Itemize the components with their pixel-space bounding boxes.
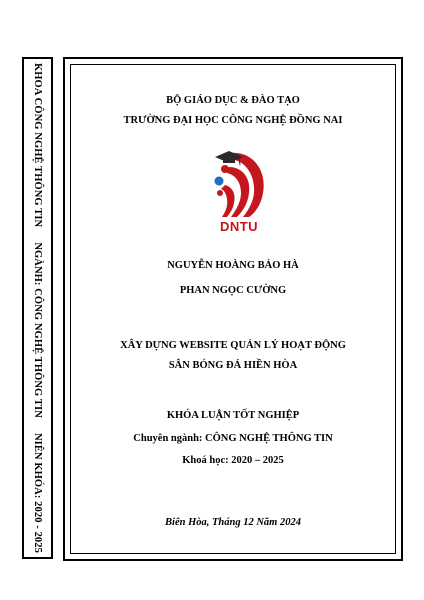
ministry-heading: BỘ GIÁO DỤC & ĐÀO TẠO	[166, 95, 300, 106]
cover-inner-frame	[70, 64, 396, 554]
spine-major: NGÀNH: CÔNG NGHỆ THÔNG TIN	[32, 242, 43, 418]
thesis-title-line-1: XÂY DỰNG WEBSITE QUẢN LÝ HOẠT ĐỘNG	[120, 340, 346, 351]
cohort-line: Khoá học: 2020 – 2025	[182, 455, 284, 466]
thesis-type: KHÓA LUẬN TỐT NGHIỆP	[166, 410, 300, 421]
spine	[22, 57, 53, 559]
spine-text	[28, 63, 48, 553]
dntu-emblem-icon	[209, 145, 269, 217]
author-1: NGUYỄN HOÀNG BẢO HÀ	[167, 260, 299, 271]
university-heading: TRƯỜNG ĐẠI HỌC CÔNG NGHỆ ĐỒNG NAI	[123, 115, 343, 126]
place-date: Biên Hòa, Tháng 12 Năm 2024	[165, 517, 301, 528]
author-2: PHAN NGỌC CƯỜNG	[179, 285, 287, 296]
logo-wordmark: DNTU	[219, 219, 259, 234]
cover-page	[63, 57, 403, 561]
major-line: Chuyên ngành: CÔNG NGHỆ THÔNG TIN	[133, 433, 333, 444]
spine-faculty: KHOA CÔNG NGHỆ THÔNG TIN	[32, 63, 43, 228]
spine-cohort: NIÊN KHÓA: 2020 - 2025	[32, 432, 43, 553]
university-logo	[209, 145, 269, 235]
thesis-title-line-2: SÂN BÓNG ĐÁ HIỀN HÒA	[168, 360, 298, 371]
